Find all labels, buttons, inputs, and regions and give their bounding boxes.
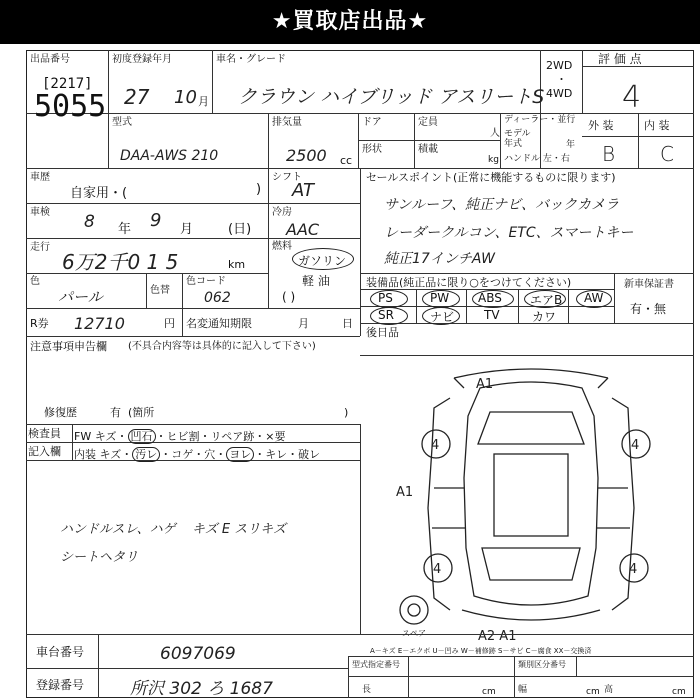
mark-tr: 4: [631, 438, 640, 453]
equipment-label: 装備品(純正品に限り○をつけてください): [366, 276, 572, 289]
equip-navi-circle: [422, 307, 460, 325]
footer-wid: 幅: [518, 685, 528, 695]
door-label: ドア: [362, 117, 382, 128]
score-ext-label: 外 装: [588, 119, 614, 132]
footer-len-cm: cm: [482, 687, 496, 697]
checker-hibi: ・ヒビ割: [155, 430, 200, 443]
checker-tobiishi: 凹石: [128, 429, 156, 444]
shift-value: AT: [292, 180, 314, 201]
mark-tl: 4: [431, 438, 440, 453]
drive-dot: ・: [556, 73, 567, 86]
equip-abs: ABS: [478, 291, 502, 305]
inspection-year: 8: [84, 212, 95, 232]
inspection-day: (日): [228, 222, 252, 237]
displacement-value: 2500: [286, 146, 327, 165]
name-label: 車名・グレード: [216, 54, 286, 65]
equipment-warranty-label: 新車保証書: [624, 279, 674, 290]
inspection-year-unit: 年: [118, 222, 132, 237]
handle-label: ハンドル 左・右: [504, 154, 570, 164]
recycle-month: 月: [298, 317, 309, 330]
color-value: パール: [58, 288, 103, 306]
mark-roof: A1: [476, 377, 494, 392]
recycle-value: 12710: [74, 314, 125, 333]
checker-koge: ・コゲ・穴・: [160, 448, 227, 461]
inspection-month-unit: 月: [180, 222, 194, 237]
equip-pw: PW: [430, 291, 450, 305]
load-unit: kg: [488, 155, 499, 165]
mileage-value: 6万2千0 1 5: [62, 250, 179, 274]
sales-line1: サンルーフ、純正ナビ、バックカメラ: [384, 197, 619, 213]
color-label: 色: [30, 276, 40, 287]
reg-month-unit: 月: [198, 95, 209, 108]
fuel-label: 燃料: [272, 241, 292, 252]
score-ext: B: [602, 142, 616, 166]
lot-code: [2217]: [42, 76, 93, 92]
mark-br: 4: [629, 562, 638, 577]
chassis-value: 6097069: [160, 644, 236, 664]
checker-label1: 検査員: [28, 427, 61, 440]
score-int-label: 内 装: [644, 119, 670, 132]
capacity-unit: 人: [490, 128, 500, 139]
checker-repair: ・リペア跡: [199, 430, 255, 443]
footer-type-label: 型式指定番号: [352, 660, 400, 669]
checker-interior: 内装: [74, 448, 96, 461]
equip-aw-circle: [576, 290, 612, 308]
equip-aw: AW: [584, 291, 604, 305]
equip-ps: PS: [378, 291, 393, 305]
ac-value: AAC: [286, 220, 320, 239]
recycle-day: 日: [342, 317, 353, 330]
name-value: クラウン ハイブリッド アスリートS: [238, 86, 545, 108]
lot-number: 5055: [34, 89, 107, 124]
equip-leather: カワ: [532, 310, 557, 324]
reg-year: 27: [124, 85, 150, 109]
notes-repair-close: ): [344, 406, 349, 419]
banner: ★買取店出品★: [0, 0, 700, 44]
equip-airbag: エアB: [530, 293, 563, 307]
fuel-paren: ( ): [282, 290, 296, 304]
score-label: 評 価 点: [598, 52, 642, 66]
footer-hgt-cm: cm: [672, 687, 686, 697]
equip-sr-circle: [370, 307, 408, 325]
shape-label: 形状: [362, 144, 382, 155]
model-value: DAA-AWS 210: [120, 148, 219, 164]
footer-wid-cm: cm: [586, 687, 600, 697]
score-value: 4: [622, 80, 642, 115]
checker-kizu: キズ・: [94, 430, 128, 443]
fuel-opt2: 軽 油: [302, 274, 330, 288]
model-year-unit: 年: [566, 140, 576, 150]
dealer-label: ディーラー・並行: [504, 115, 576, 125]
diagram-legend: A－キズ E－エクボ U－凹み W－補修跡 S－サビ C－腐食 XX－交換済: [370, 647, 592, 655]
footer-hgt: 高: [604, 685, 614, 695]
notes-repair-label: 修復歴: [44, 406, 77, 419]
retrofit-label: 後日品: [366, 326, 399, 339]
score-int: C: [660, 142, 674, 166]
notes-hint: (不具合内容等は具体的に記入して下さい): [128, 341, 316, 352]
recycle-deadline-label: 名変通知期限: [186, 317, 252, 330]
notes-repair-loc: (箇所: [128, 406, 155, 419]
displacement-unit: cc: [340, 154, 353, 167]
use-label: 車歴: [30, 172, 50, 183]
mileage-unit: km: [228, 258, 246, 271]
equip-pw-circle: [422, 290, 460, 308]
displacement-label: 排気量: [272, 117, 302, 128]
checker-kire: ・キレ・破レ: [254, 448, 321, 461]
checker-need: ・×要: [254, 430, 286, 443]
equip-ps-circle: [370, 290, 408, 308]
fuel-opt1: ガソリン: [298, 254, 347, 268]
recycle-unit: 円: [164, 317, 175, 330]
notes-label: 注意事項申告欄: [30, 340, 107, 353]
capacity-label: 定員: [418, 117, 438, 128]
inspection-month: 9: [150, 210, 162, 231]
equip-navi: ナビ: [430, 310, 455, 324]
registration-value: 所沢 302 ろ 1687: [130, 679, 273, 699]
notes-repair-value: 有: [110, 406, 121, 419]
color-change-label: 色替: [150, 285, 170, 296]
drive-opt2: 4WD: [546, 87, 573, 100]
mark-bottom: A2 A1: [478, 629, 517, 644]
fuel-selected-circle: [292, 248, 354, 270]
shift-label: シフト: [272, 172, 302, 183]
mark-left: A1: [396, 485, 414, 500]
equip-sr: SR: [378, 308, 394, 322]
sales-line2: レーダークルコン、ETC、スマートキー: [384, 225, 634, 241]
footer-class-label: 類別区分番号: [518, 660, 566, 669]
color-code-label: 色コード: [186, 276, 226, 287]
mark-spare: スペア: [402, 629, 426, 638]
checker-yogore: 汚レ: [132, 447, 160, 462]
reg-label: 初度登録年月: [112, 54, 172, 65]
remark-left: ハンドルスレ、ハゲ: [60, 522, 176, 537]
use-value: 自家用・(: [70, 186, 128, 201]
lot-label: 出品番号: [30, 54, 70, 65]
mark-bl: 4: [433, 562, 442, 577]
model-year-label: モデル年式: [504, 129, 531, 149]
equip-tv: TV: [484, 308, 500, 322]
car-diagram: [362, 358, 692, 648]
checker-kizu2: キズ・: [99, 448, 133, 461]
checker-row2: [74, 446, 320, 462]
equipment-warranty-value: 有・無: [630, 302, 667, 316]
ac-label: 冷房: [272, 207, 292, 218]
checker-row1: [74, 428, 286, 444]
sales-label: セールスポイント(正常に機能するものに限ります): [366, 171, 616, 184]
registration-label: 登録番号: [36, 678, 85, 692]
footer-len: 長: [362, 685, 372, 695]
remark-right: キズ E スリキズ: [192, 522, 286, 537]
color-code: 062: [204, 290, 231, 306]
drive-opt1: 2WD: [546, 59, 573, 72]
remark-left2: シートヘタリ: [60, 550, 139, 565]
inspection-label: 車検: [30, 207, 50, 218]
checker-yore: ヨレ: [226, 447, 254, 462]
model-label: 型式: [112, 117, 132, 128]
checker-fw: FW: [74, 430, 92, 443]
mileage-label: 走行: [30, 242, 50, 253]
chassis-label: 車台番号: [36, 645, 85, 659]
load-label: 積載: [418, 144, 438, 155]
use-close: ): [256, 182, 262, 197]
equip-airbag-circle: [524, 290, 566, 308]
reg-month: 10: [174, 87, 197, 108]
sales-line3: 純正17インチAW: [384, 251, 495, 267]
recycle-label: R券: [30, 317, 49, 330]
checker-label2: 記入欄: [28, 445, 61, 458]
equip-abs-circle: [472, 290, 514, 308]
